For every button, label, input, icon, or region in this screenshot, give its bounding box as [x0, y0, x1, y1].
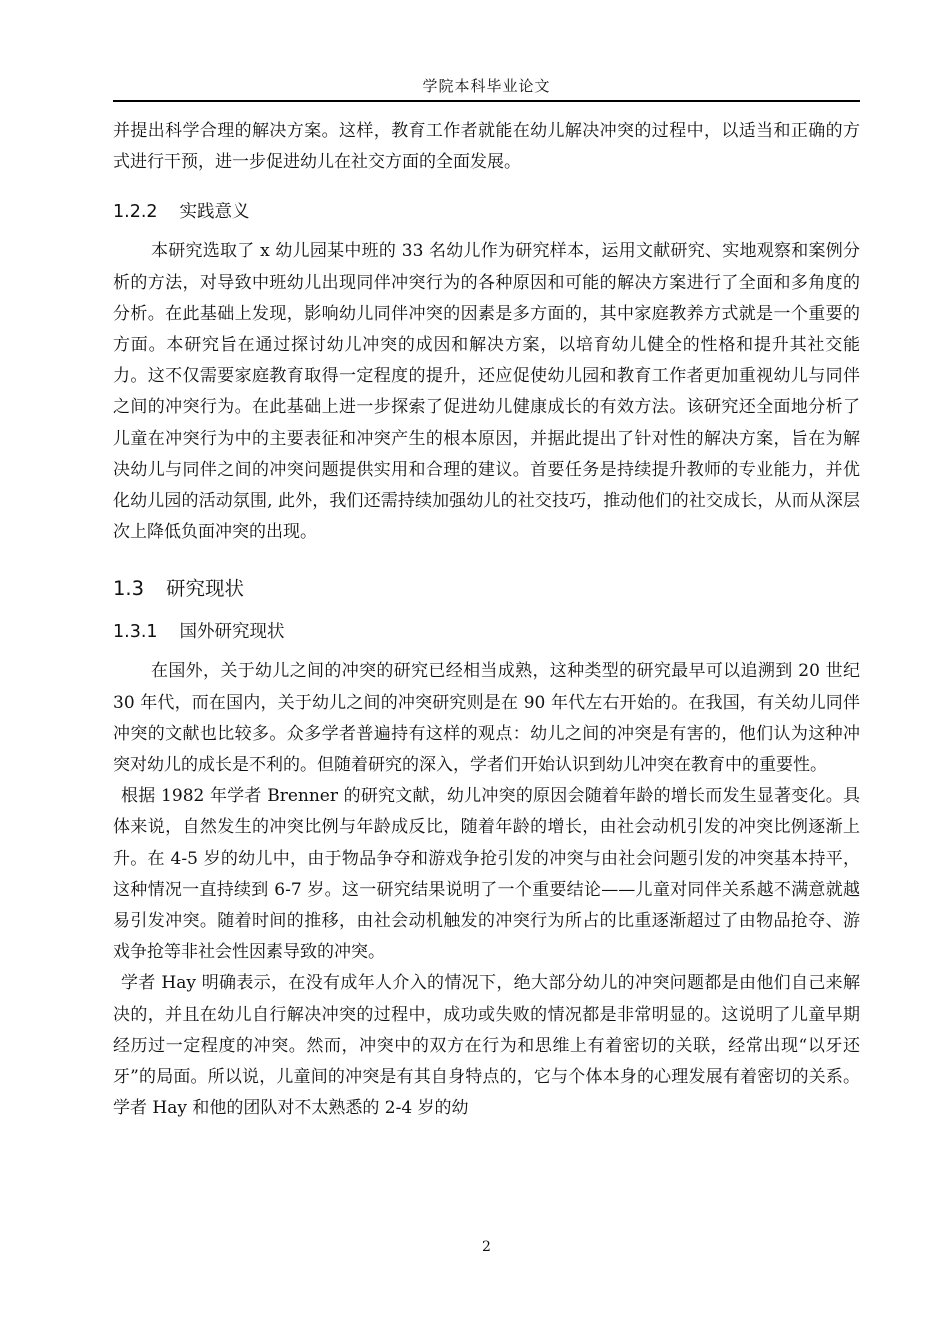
- page-header-title: 学院本科毕业论文: [422, 77, 551, 95]
- section-heading-1-3-1: [113, 618, 860, 646]
- paragraph-foreign-research-1: 在国外，关于幼儿之间的冲突的研究已经相当成熟，这种类型的研究最早可以追溯到 20 世纪 30 年代，而在国内，关于幼儿之间的冲突研究则是在 90 年代左右开始的。在我国，有关幼儿同伴冲突的文献也比较多。众多学者普遍持有这样的观点：幼儿之间的冲突是有害的，他们认为这种冲突对幼儿的成长是不利的。但随着研究的深入，学者们开始认识到幼儿冲突在教育中的重要性。: [113, 661, 860, 776]
- section-number: 1.3.1: [113, 622, 158, 643]
- section-title: 实践意义: [179, 202, 250, 223]
- paragraph-intro: 并提出科学合理的解决方案。这样，教育工作者就能在幼儿解决冲突的过程中，以适当和正确的方式进行干预，进一步促进幼儿在社交方面的全面发展。: [113, 121, 860, 173]
- section-heading-1-3: [113, 574, 860, 604]
- section-number: 1.2.2: [113, 202, 158, 223]
- page-number: 2: [482, 1239, 491, 1255]
- paragraph-foreign-research-3: 学者 Hay 明确表示，在没有成年人介入的情况下，绝大部分幼儿的冲突问题都是由他们自己来解决的，并且在幼儿自行解决冲突的过程中，成功或失败的情况都是非常明显的。这说明了儿童早期经历过一定程度的冲突。然而，冲突中的双方在行为和思维上有着密切的关联，经常出现“以牙还牙”的局面。所以说，儿童间的冲突是有其自身特点的，它与个体本身的心理发展有着密切的关系。学者 Hay 和他的团队对不太熟悉的 2-4 岁的幼: [113, 973, 860, 1119]
- paragraph-foreign-research-2: 根据 1982 年学者 Brenner 的研究文献，幼儿冲突的原因会随着年龄的增长而发生显著变化。具体来说，自然发生的冲突比例与年龄成反比，随着年龄的增长，由社会动机引发的冲突比例逐渐上升。在 4-5 岁的幼儿中，由于物品争夺和游戏争抢引发的冲突与由社会问题引发的冲突基本持平，这种情况一直持续到 6-7 岁。这一研究结果说明了一个重要结论——儿童对同伴关系越不满意就越易引发冲突。随着时间的推移，由社会动机触发的冲突行为所占的比重逐渐超过了由物品抢夺、游戏争抢等非社会性因素导致的冲突。: [113, 786, 860, 963]
- page-body: [113, 116, 860, 1124]
- section-heading-1-2-2: [113, 198, 860, 226]
- header-divider: [113, 100, 860, 102]
- section-number: 1.3: [113, 577, 145, 601]
- paragraph-practical-significance: 本研究选取了 x 幼儿园某中班的 33 名幼儿作为研究样本，运用文献研究、实地观察和案例分析的方法，对导致中班幼儿出现同伴冲突行为的各种原因和可能的解决方案进行了全面和多角度的分析。在此基础上发现，影响幼儿同伴冲突的因素是多方面的，其中家庭教养方式就是一个重要的方面。本研究旨在通过探讨幼儿冲突的成因和解决方案，以培育幼儿健全的性格和提升其社交能力。这不仅需要家庭教育取得一定程度的提升，还应促使幼儿园和教育工作者更加重视幼儿与同伴之间的冲突行为。在此基础上进一步探索了促进幼儿健康成长的有效方法。该研究还全面地分析了儿童在冲突行为中的主要表征和冲突产生的根本原因，并据此提出了针对性的解决方案，旨在为解决幼儿与同伴之间的冲突问题提供实用和合理的建议。首要任务是持续提升教师的专业能力，并优化幼儿园的活动氛围, 此外，我们还需持续加强幼儿的社交技巧，推动他们的社交成长，从而从深层次上降低负面冲突的出现。: [113, 241, 860, 543]
- section-title: 研究现状: [166, 577, 245, 601]
- section-title: 国外研究现状: [179, 622, 285, 643]
